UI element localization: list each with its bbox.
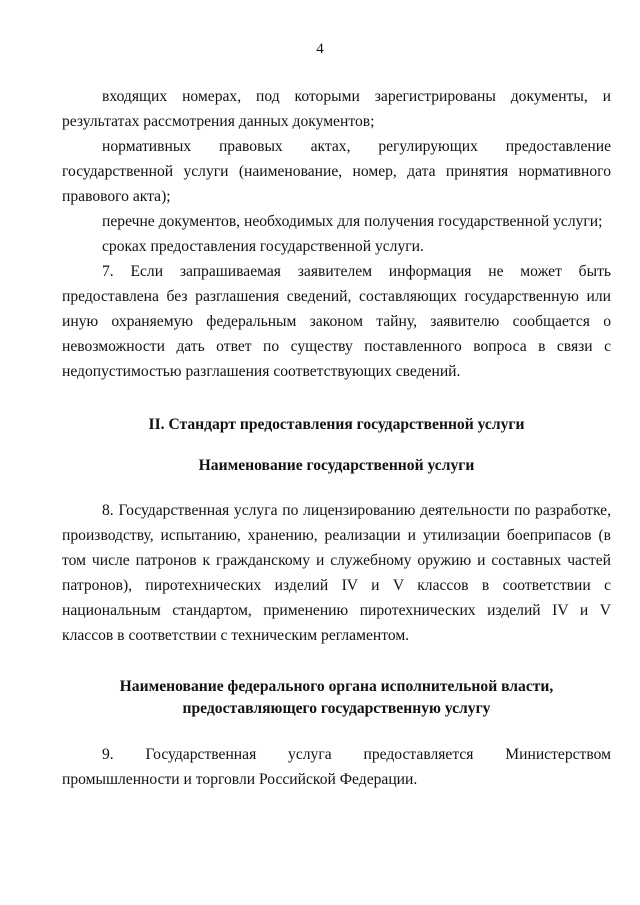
subheading-service-name: Наименование государственной услуги <box>198 457 475 474</box>
paragraph-service-terms: сроках предоставления государственной услуги. <box>102 238 424 255</box>
paragraph-item-7: 7. Если запрашиваемая заявителем информация не может быть предоставлена без разглашения сведений, составляющих государственную или иную охраняемую федеральным законом тайну, заявителю сообщается о невозможности дать ответ по существу поставленного вопроса в связи с недопустимостью разглашения соответствующих сведений. <box>62 263 611 380</box>
subheading-federal-body-line-1: Наименование федерального органа исполнительной власти, <box>119 678 554 695</box>
paragraph-documents-list: перечне документов, необходимых для получения государственной услуги; <box>102 213 603 230</box>
document-body <box>62 84 611 792</box>
paragraph-item-9: 9. Государственная услуга предоставляется Министерством промышленности и торговли Российской Федерации. <box>62 746 611 788</box>
section-heading: II. Стандарт предоставления государственной услуги <box>148 416 525 433</box>
paragraph-normative-acts: нормативных правовых актах, регулирующих предоставление государственной услуги (наименование, номер, дата принятия нормативного правового акта); <box>62 138 611 205</box>
paragraph-incoming-numbers: входящих номерах, под которыми зарегистрированы документы, и результатах рассмотрения данных документов; <box>62 88 611 130</box>
subheading-federal-body <box>62 676 611 720</box>
subheading-federal-body-line-2: предоставляющего государственную услугу <box>182 700 491 717</box>
paragraph-item-8: 8. Государственная услуга по лицензированию деятельности по разработке, производству, испытанию, хранению, реализации и утилизации боеприпасов (в том числе патронов к гражданскому и служебному оружию и составных частей патронов), пиротехнических изделий IV и V классов в соответствии с национальным стандартом, применению пиротехнических изделий IV и V классов в соответствии с техническим регламентом. <box>62 502 611 644</box>
page-number: 4 <box>316 41 324 57</box>
